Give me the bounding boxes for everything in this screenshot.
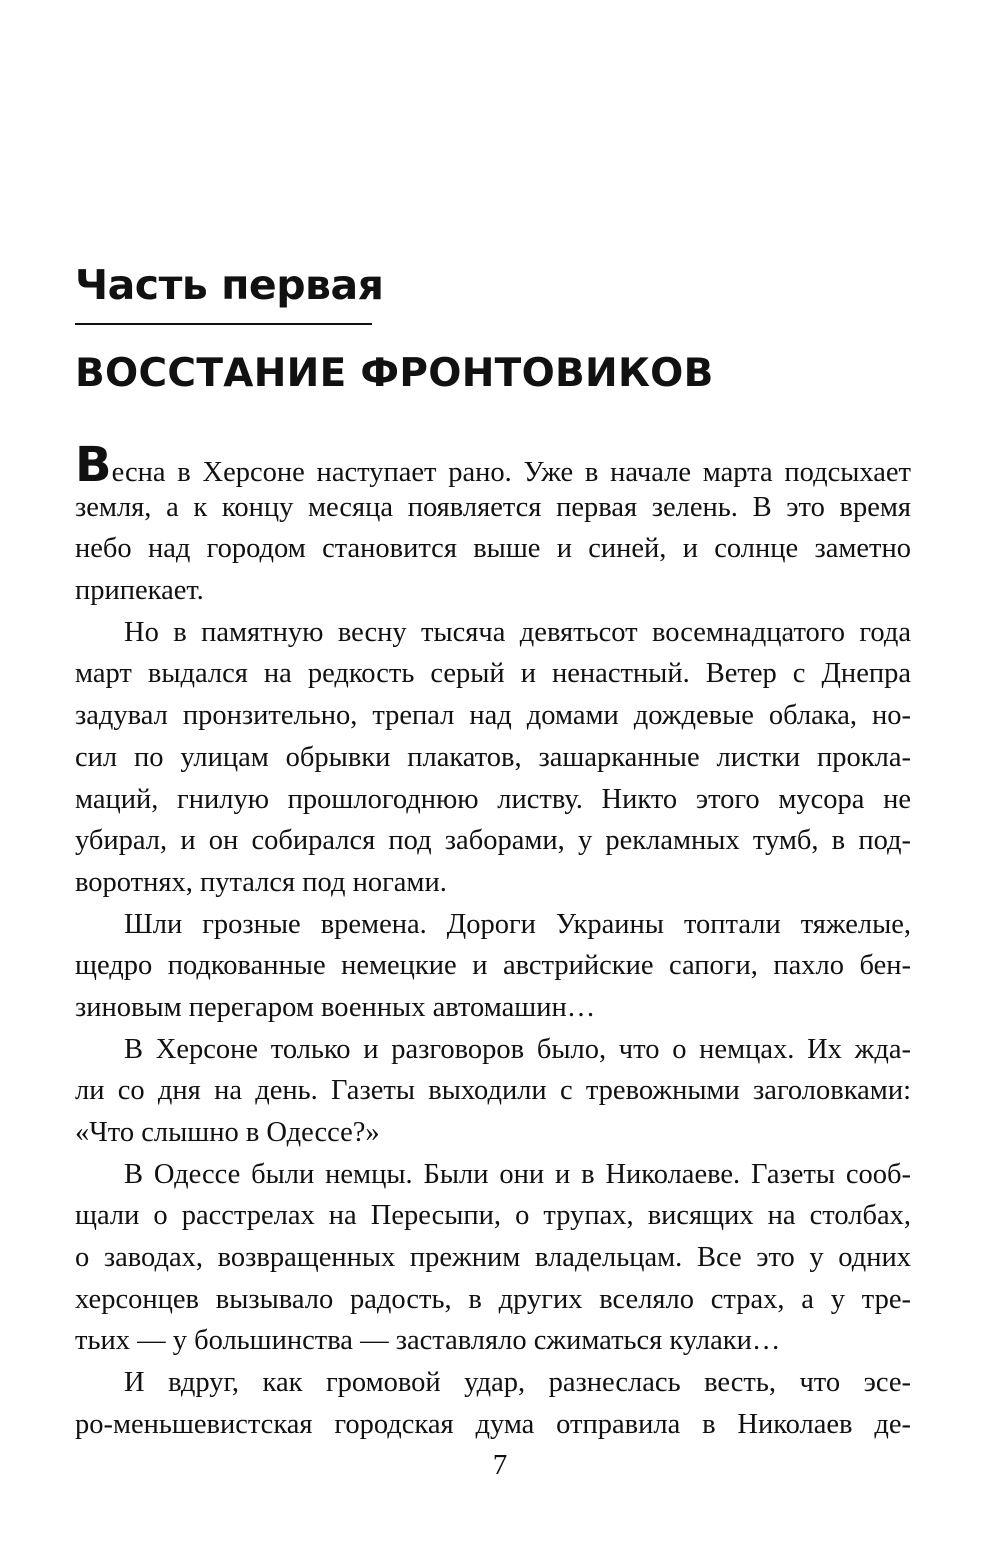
text-line: щедро подкованные немецкие и австрийские сапоги, пахло бен- [75,950,911,982]
text-line: убирал, и он собирался под заборами, у рекламных тумб, в под- [75,825,911,857]
text-line: припекает. [75,575,204,607]
text-line: тьих — у большинства — заставляло сжиматься кулаки… [75,1325,781,1357]
text-line: зиновым перегаром военных автомашин… [75,991,596,1023]
page-number: 7 [492,1449,508,1481]
text-line: «Что слышно в Одессе?» [75,1117,380,1148]
text-line: маций, гнилую прошлогоднюю листву. Никто этого мусора не [75,783,911,815]
text-line: В Одессе были немцы. Были они и в Николаеве. Газеты сооб- [124,1158,911,1190]
text-line [75,437,911,493]
text-line: задувал пронзительно, трепал над домами дождевые облака, но- [75,700,911,732]
text-line: И вдруг, как громовой удар, разнеслась весть, что эсе- [124,1367,911,1399]
text-line: о заводах, возвращенных прежним владельцам. Все это у одних [75,1242,911,1274]
text-line: херсонцев вызывало радость, в других вселяло страх, а у тре- [75,1283,911,1315]
text-line-content: есна в Херсоне наступает рано. Уже в начале марта подсыхает [111,457,911,488]
text-line: ро-меньшевистская городская дума отправила в Николаев де- [75,1408,911,1440]
text-line: воротнях, путался под ногами. [75,866,447,898]
body-text [75,437,911,1446]
drop-cap: В [75,437,112,493]
text-line: щали о расстрелах на Пересыпи, о трупах, висящих на столбах, [75,1200,911,1232]
text-line: небо над городом становится выше и синей, и солнце заметно [75,533,911,565]
text-line: Шли грозные времена. Дороги Украины топтали тяжелые, [124,908,911,940]
text-line: Но в памятную весну тысяча девятьсот восемнадцатого года [124,616,911,648]
chapter-title: ВОССТАНИЕ ФРОНТОВИКОВ [75,351,714,396]
text-line: март выдался на редкость серый и ненастный. Ветер с Днепра [75,658,911,690]
part-title: Часть первая [75,261,384,309]
text-line: ли со дня на день. Газеты выходили с тревожными заголовками: [75,1075,911,1107]
text-line: земля, а к концу месяца появляется первая зелень. В это время [75,491,911,523]
title-rule [75,323,372,325]
text-line: сил по улицам обрывки плакатов, зашарканные листки прокла- [75,741,911,773]
text-line: В Херсоне только и разговоров было, что о немцах. Их жда- [124,1033,911,1065]
